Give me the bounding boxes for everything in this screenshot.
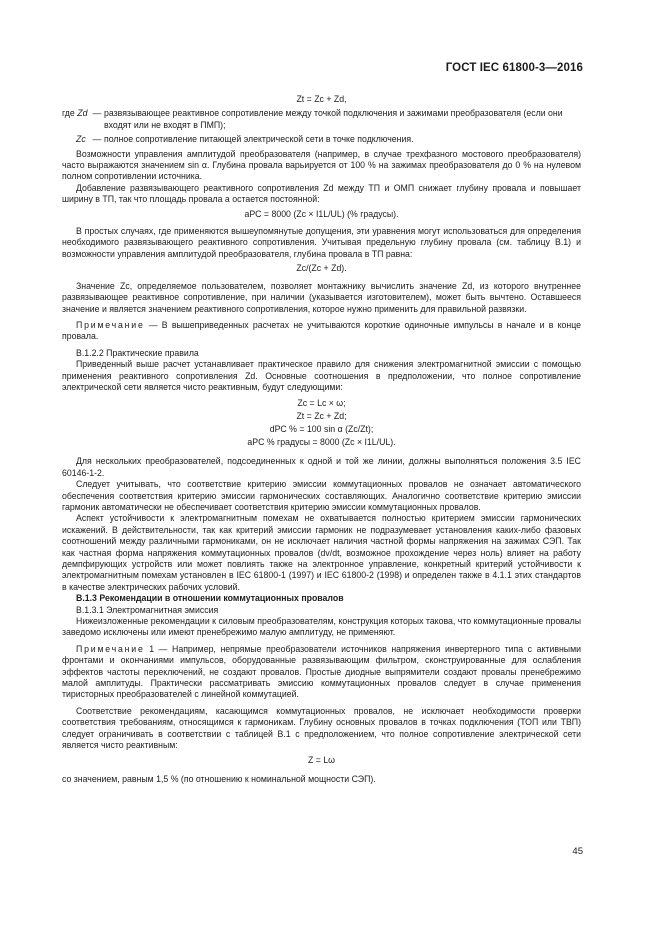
formula-zc: Zc = Lc × ω; xyxy=(297,398,346,409)
where-label: где Zd xyxy=(62,108,88,119)
paragraph: Соответствие рекомендациям, касающимся коммутационных провалов, не исключает необходимости проверки соответствия требованиям, относящимся к гармоникам. Глубину основных провалов в точках подключения (ТОП или ТВП) следует ограничивать в соответствии с таблицей В.1 с предположением, что полное сопротивление электрической сети является чисто реактивным: xyxy=(62,705,581,751)
paragraph: Добавление развязывающего реактивного сопротивления Zd между ТП и ОМП снижает глубину провала и повышает ширину в ТП, так что площадь провала a остается постоянной: xyxy=(62,182,581,205)
section-heading: В.1.2.2 Практические правила xyxy=(76,347,199,358)
section-heading: В.1.3 Рекомендации в отношении коммутационных провалов xyxy=(76,593,344,604)
definition-zc xyxy=(62,134,581,145)
formula-zt: Zt = Zc + Zd; xyxy=(296,411,347,422)
note xyxy=(62,644,581,701)
note-text: — В вышеприведенных расчетах не учитываются короткие одиночные импульсы в начале и в конце провала. xyxy=(62,319,581,342)
paragraph: Приведенный выше расчет устанавливает практическое правило для снижения электромагнитной эмиссии с помощью применения реактивного сопротивления Zd. Основные соотношения в предположении, что полное сопротивление электрической сети является чисто реактивным, будут следующими: xyxy=(62,359,581,392)
paragraph: со значением, равным 1,5 % (по отношению к номинальной мощности СЭП). xyxy=(62,773,376,784)
paragraph: Значение Zc, определяемое пользователем, позволяет монтажнику вычислить значение Zd, из которого внутреннее развязывающее реактивное сопротивление, при наличии (указывается изготовителем), может быть вычтено. Оставшееся значение и является значением реактивного сопротивления, которое нужно применить для правильной развязки. xyxy=(62,280,581,314)
paragraph: Аспект устойчивости к электромагнитным помехам не охватывается полностью критерием эмиссии гармонических искажений. В действительности, так как критерий эмиссии гармоник не подразумевает установления каких-либо фазовых соотношений между различными гармониками, он не исключает наличия частной формы напряжения на зажимах СЭП. Так как частная форма напряжения коммутационных провалов (dv/dt, возможное прохождение через ноль) влияет на работу демпфирующих устройств или может повлиять также на электронное управление, конкретный критерий устойчивости к электромагнитным помехам установлен в IEC 61800-1 (1997) и IEC 61800-2 (1998) и определен также в 4.1.1 этих стандартов в качестве электрических рабочих условий. xyxy=(62,513,581,592)
definition-zc-text: полное сопротивление питающей электрической сети в точке подключения. xyxy=(104,134,414,145)
formula-dpc: dPC % = 100 sin α (Zc/Zt); xyxy=(269,424,374,435)
note-text: 1 — Например, непрямые преобразователи источников напряжения инвертерного типа с активными фронтами и окончаниями импульсов, оборудованные развязывающим фильтром, сконструированные для ослабления эффектов частоты переключений, не создают провалов. Простые диодные выпрямители создают провалы пренебрежимо малой амплитуды. Практически рассматривать эмиссию коммутационных провалов следует в случае применения тиристорных преобразователей с линейной коммутацией. xyxy=(62,643,581,700)
definition-zc-symbol: Zc xyxy=(76,134,86,145)
formula-apc: aPC % градусы = 8000 (Zc × I1L/UL). xyxy=(247,437,396,448)
document-body xyxy=(62,91,581,785)
section-heading: В.1.3.1 Электромагнитная эмиссия xyxy=(76,604,219,615)
note-label: Примечание xyxy=(76,319,145,330)
note-label: Примечание xyxy=(76,643,145,654)
formula-z: Z = Lω xyxy=(307,754,335,765)
paragraph: Нижеизложенные рекомендации к силовым преобразователям, конструкция которых такова, что коммутационные провалы заведомо исключены или имеют пренебрежимо малую амплитуду, не применяют. xyxy=(62,616,581,638)
page-header: ГОСТ IEC 61800-3—2016 xyxy=(445,62,583,74)
formula-zt: Zt = Zc + Zd, xyxy=(296,94,347,104)
definition-zd-text: развязывающее реактивное сопротивление между точкой подключения и зажимами преобразователя (если они входят или не входят в ПМП); xyxy=(104,108,563,130)
formula-block xyxy=(62,397,581,449)
paragraph: Для нескольких преобразователей, подсоединенных к одной и той же линии, должны выполняться положения 3.5 IEC 60146-1-2. xyxy=(62,456,581,478)
page-number: 45 xyxy=(572,846,583,857)
formula-apc: aPC = 8000 (Zc × I1L/UL) (% градусы). xyxy=(244,208,399,219)
formula-depth: Zc/(Zc + Zd). xyxy=(296,263,347,274)
paragraph: Возможности управления амплитудой преобразователя (например, в случае трехфазного мостового преобразователя) часто выражаются значением sin α. Глубина провала варьируется от 100 % на зажимах преобразователя до 0 % на нулевом полном сопротивлении источника. xyxy=(62,148,581,182)
definition-dash: — xyxy=(92,108,102,119)
paragraph: Следует учитывать, что соответствие критерию эмиссии коммутационных провалов не означает автоматического обеспечения соответствия критерию эмиссии гармонических составляющих. Аналогично соответствие критерию эмиссии гармоник автоматически не обеспечивает соответствия критерию эмиссии коммутационных провалов. xyxy=(62,479,581,512)
note xyxy=(62,320,581,343)
definition-dash: — xyxy=(92,134,102,145)
definition-zd xyxy=(62,108,581,131)
paragraph: В простых случаях, где применяются вышеупомянутые допущения, эти уравнения могут использоваться для определения необходимого развязывающего реактивного сопротивления. Учитывая предельную глубину провала (см. таблицу В.1) и возможности управления амплитудой преобразователя, глубина провала в ТП равна: xyxy=(62,226,581,259)
